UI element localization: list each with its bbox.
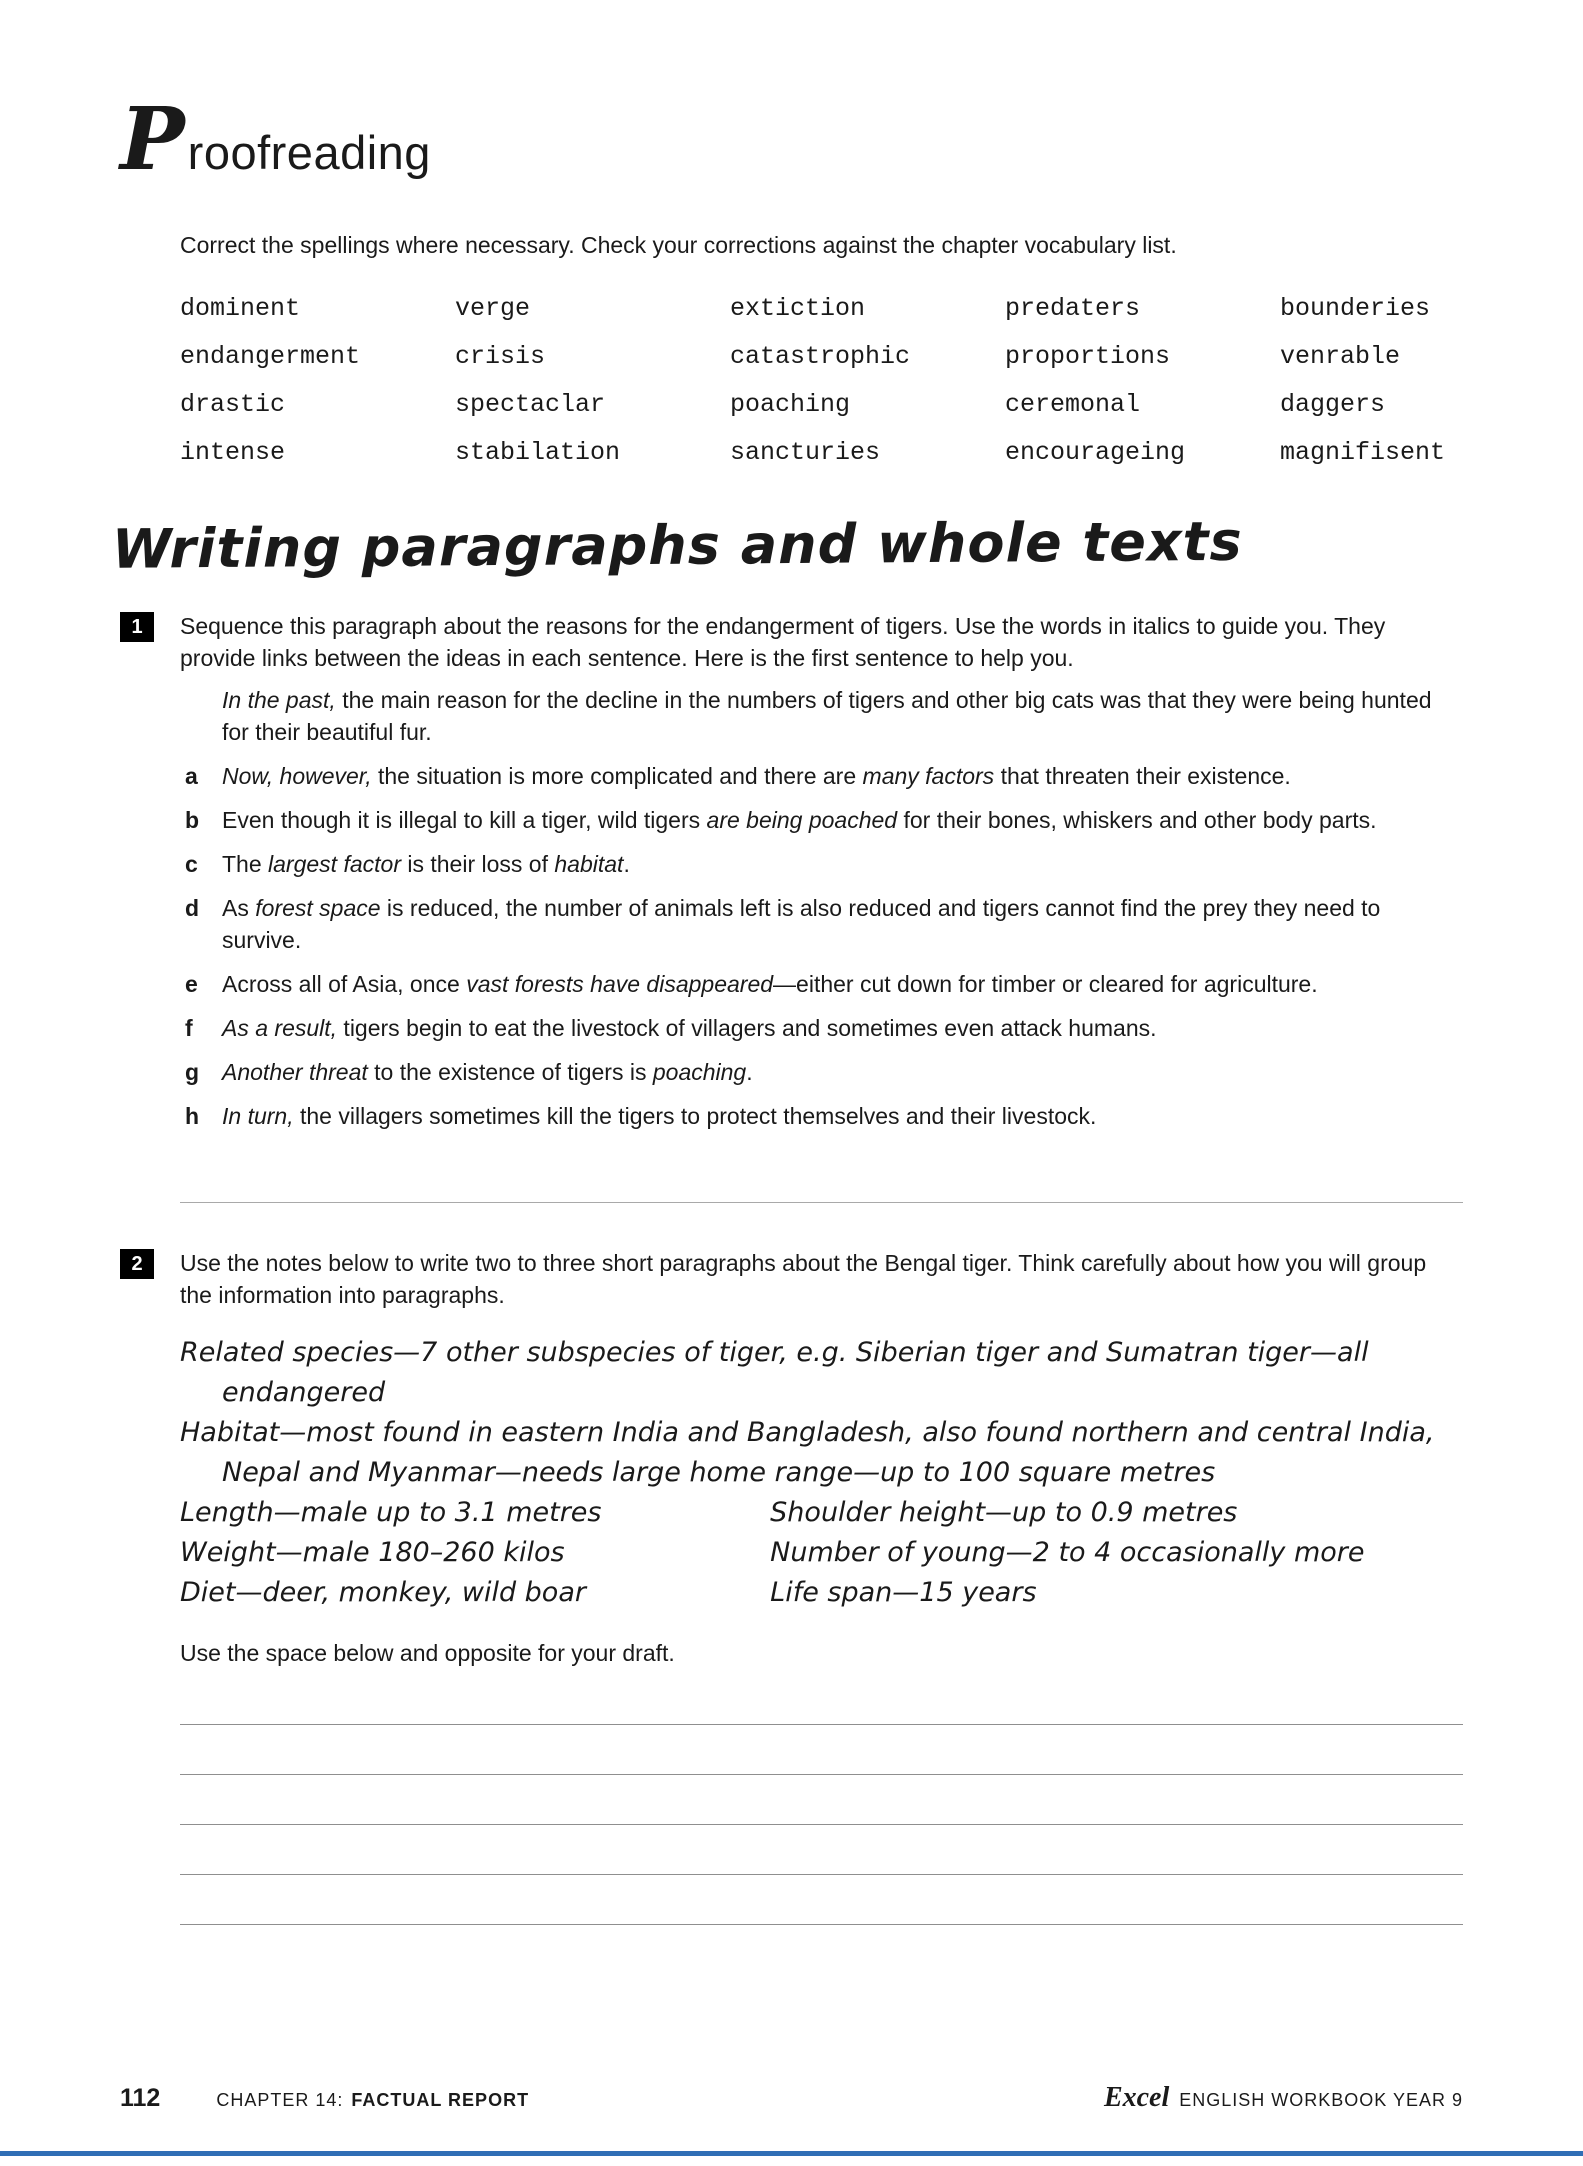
draft-line [180, 1725, 1463, 1775]
word: crisis [455, 342, 546, 371]
draft-writing-area [180, 1675, 1463, 1925]
section-heading: Writing paragraphs and whole texts [111, 509, 1243, 581]
word: spectaclar [455, 390, 606, 419]
word: encourageing [1005, 438, 1186, 467]
exercise-1-lead-sentence: In the past, the main reason for the decline in the numbers of tigers and other big cats was that they were being hunted for their beautiful fur. [222, 687, 1432, 745]
note-number-of-young: Number of young—2 to 4 occasionally more [770, 1537, 1365, 1568]
chapter-title: FACTUAL REPORT [351, 2090, 530, 2110]
list-item [185, 1100, 1463, 1132]
item-letter: h [185, 1103, 200, 1129]
brand-logo: Excel [1103, 2082, 1170, 2113]
word-grid [180, 285, 1463, 477]
exercise-2-instruction: Use the notes below to write two to three short paragraphs about the Bengal tiger. Think carefully about how you will group the information into paragraphs. [180, 1250, 1427, 1308]
list-item [185, 892, 1463, 956]
list-item [185, 760, 1463, 792]
word: daggers [1280, 390, 1386, 419]
note-diet: Diet—deer, monkey, wild boar [180, 1577, 586, 1608]
exercise-2-badge: 2 [120, 1249, 154, 1279]
word: dominent [180, 294, 301, 323]
word: drastic [180, 390, 286, 419]
draft-line [180, 1875, 1463, 1925]
exercise-1-sentence-list [185, 760, 1463, 1132]
word: catastrophic [730, 342, 911, 371]
page-number: 112 [120, 2084, 161, 2112]
item-letter: d [185, 895, 200, 921]
exercise-1-badge: 1 [120, 612, 154, 642]
word: poaching [730, 390, 851, 419]
exercise-2 [120, 1247, 1463, 1925]
word: predaters [1005, 294, 1141, 323]
note-life-span: Life span—15 years [770, 1577, 1037, 1608]
note-column-left [180, 1493, 770, 1613]
chapter-label: CHAPTER 14: [216, 2090, 344, 2110]
item-letter: e [185, 971, 198, 997]
item-text: Another threat to the existence of tigers is poaching. [222, 1059, 753, 1085]
word: bounderies [1280, 294, 1431, 323]
section-divider [180, 1202, 1463, 1203]
word: stabilation [455, 438, 621, 467]
note-shoulder-height: Shoulder height—up to 0.9 metres [770, 1497, 1238, 1528]
workbook-name: ENGLISH WORKBOOK YEAR 9 [1179, 2090, 1463, 2110]
item-text: Even though it is illegal to kill a tiger, wild tigers are being poached for their bones, whiskers and other body parts. [222, 807, 1377, 833]
item-letter: c [185, 851, 198, 877]
note-column-right [770, 1493, 1463, 1613]
item-text: In turn, the villagers sometimes kill the tigers to protect themselves and their livestock. [222, 1103, 1097, 1129]
word: venrable [1280, 342, 1401, 371]
word: intense [180, 438, 286, 467]
list-item [185, 968, 1463, 1000]
list-item [185, 804, 1463, 836]
item-text: As forest space is reduced, the number of animals left is also reduced and tigers cannot find the prey they need to survive. [222, 895, 1381, 953]
item-letter: b [185, 807, 200, 833]
note-related-species: Related species—7 other subspecies of tiger, e.g. Siberian tiger and Sumatran tiger—all endangered [180, 1337, 1369, 1408]
draft-line [180, 1825, 1463, 1875]
item-text: Across all of Asia, once vast forests have disappeared—either cut down for timber or cleared for agriculture. [222, 971, 1318, 997]
tiger-notes [180, 1333, 1463, 1613]
item-text: As a result, tigers begin to eat the livestock of villagers and sometimes even attack humans. [222, 1015, 1157, 1041]
note-habitat: Habitat—most found in eastern India and Bangladesh, also found northern and central India, Nepal and Myanmar—needs large home range—up to 100 square metres [180, 1417, 1435, 1488]
footer-rule [0, 2151, 1583, 2156]
list-item [185, 1056, 1463, 1088]
list-item [185, 1012, 1463, 1044]
note-weight: Weight—male 180–260 kilos [180, 1537, 565, 1568]
word: verge [455, 294, 531, 323]
page-footer [120, 2082, 1463, 2114]
draft-instruction: Use the space below and opposite for your draft. [180, 1640, 675, 1666]
word: proportions [1005, 342, 1171, 371]
word: sancturies [730, 438, 881, 467]
page-title [120, 89, 1463, 203]
word: ceremonal [1005, 390, 1141, 419]
draft-line [180, 1775, 1463, 1825]
draft-line [180, 1675, 1463, 1725]
note-columns [180, 1493, 1463, 1613]
title-dropcap: P [120, 89, 185, 190]
exercise-1 [120, 610, 1463, 1144]
title-text: roofreading [187, 126, 431, 179]
note-length: Length—male up to 3.1 metres [180, 1497, 602, 1528]
list-item [185, 848, 1463, 880]
item-letter: f [185, 1015, 193, 1041]
word: endangerment [180, 342, 361, 371]
item-letter: a [185, 763, 198, 789]
item-text: Now, however, the situation is more complicated and there are many factors that threaten their existence. [222, 763, 1291, 789]
item-letter: g [185, 1059, 200, 1085]
word: magnifisent [1280, 438, 1446, 467]
item-text: The largest factor is their loss of habitat. [222, 851, 630, 877]
proofreading-instruction: Correct the spellings where necessary. Check your corrections against the chapter vocabulary list. [180, 232, 1177, 258]
word: extiction [730, 294, 866, 323]
exercise-1-instruction: Sequence this paragraph about the reasons for the endangerment of tigers. Use the words in italics to guide you. They provide links between the ideas in each sentence. Here is the first sentence to help you. [180, 613, 1386, 671]
